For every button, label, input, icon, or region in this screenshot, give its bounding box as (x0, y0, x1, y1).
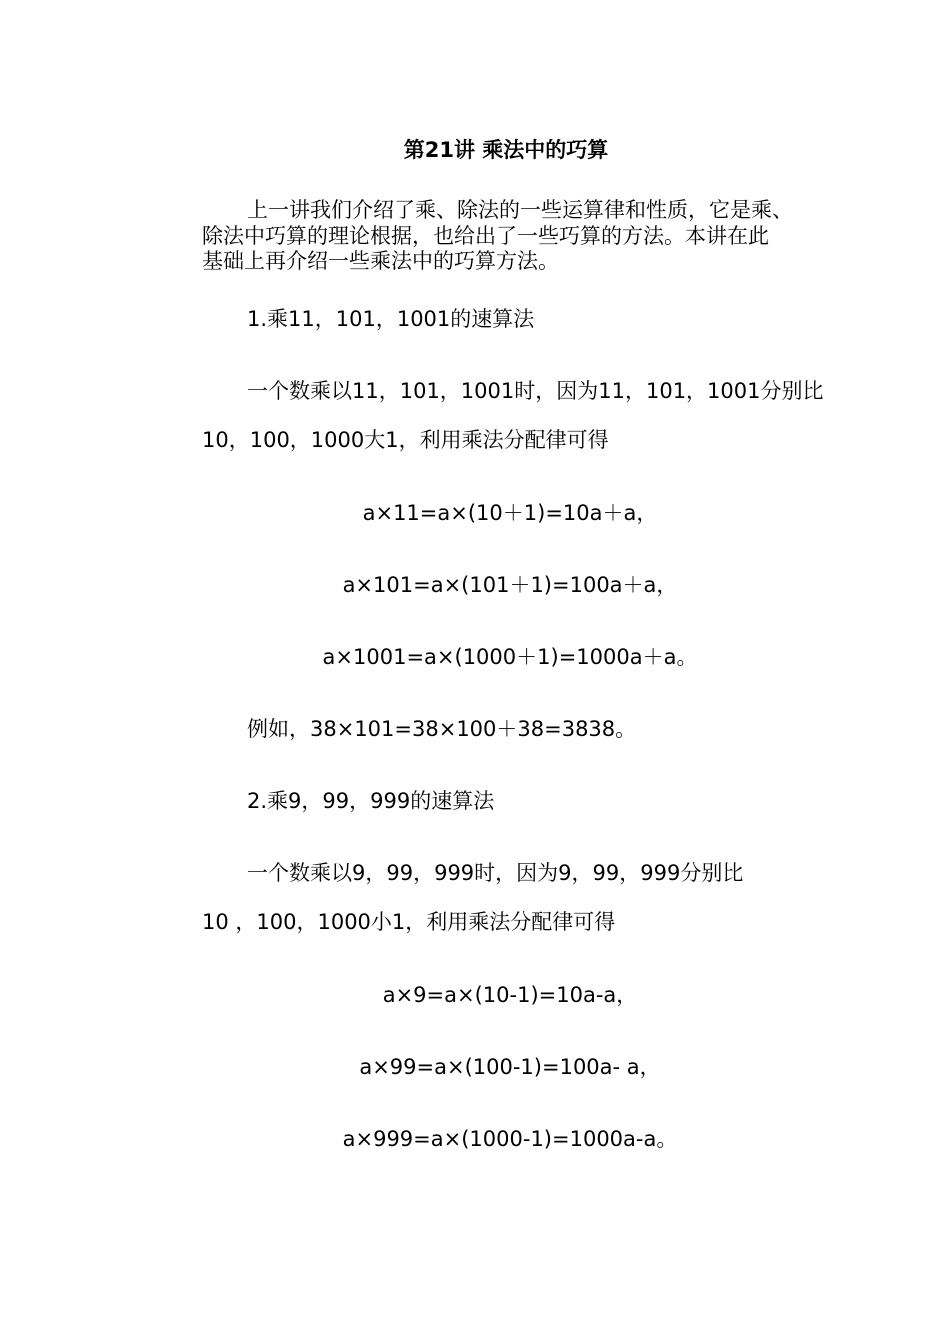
formula-6: a×999=a×(1000-1)=1000a-a。 (342, 1127, 678, 1151)
section-1-text-line-2: 10，100，1000大1，利用乘法分配律可得 (202, 428, 609, 452)
formula-3: a×1001=a×(1000＋1)=1000a＋a。 (322, 645, 698, 669)
section-1-heading: 1.乘11，101，1001的速算法 (247, 307, 535, 331)
intro-line-3: 基础上再介绍一些乘法中的巧算方法。 (202, 249, 559, 273)
intro-line-2: 除法中巧算的理论根据，也给出了一些巧算的方法。本讲在此 (202, 224, 769, 248)
formula-1: a×11=a×(10＋1)=10a＋a， (362, 501, 658, 525)
section-1-text-line-1: 一个数乘以11，101，1001时，因为11，101，1001分别比 (247, 379, 824, 403)
document-title: 第21讲 乘法中的巧算 (403, 138, 609, 162)
formula-4: a×9=a×(10-1)=10a-a， (382, 983, 638, 1007)
intro-line-1: 上一讲我们介绍了乘、除法的一些运算律和性质，它是乘、 (247, 198, 793, 222)
formula-2: a×101=a×(101＋1)=100a＋a， (342, 573, 678, 597)
example-text: 例如，38×101=38×100＋38=3838。 (247, 717, 637, 741)
formula-5: a×99=a×(100-1)=100a- a， (359, 1055, 661, 1079)
section-2-heading: 2.乘9，99，999的速算法 (247, 789, 495, 813)
section-2-text-line-1: 一个数乘以9，99，999时，因为9，99，999分别比 (247, 861, 744, 885)
section-2-text-line-2: 10 ，100，1000小1，利用乘法分配律可得 (202, 910, 616, 934)
